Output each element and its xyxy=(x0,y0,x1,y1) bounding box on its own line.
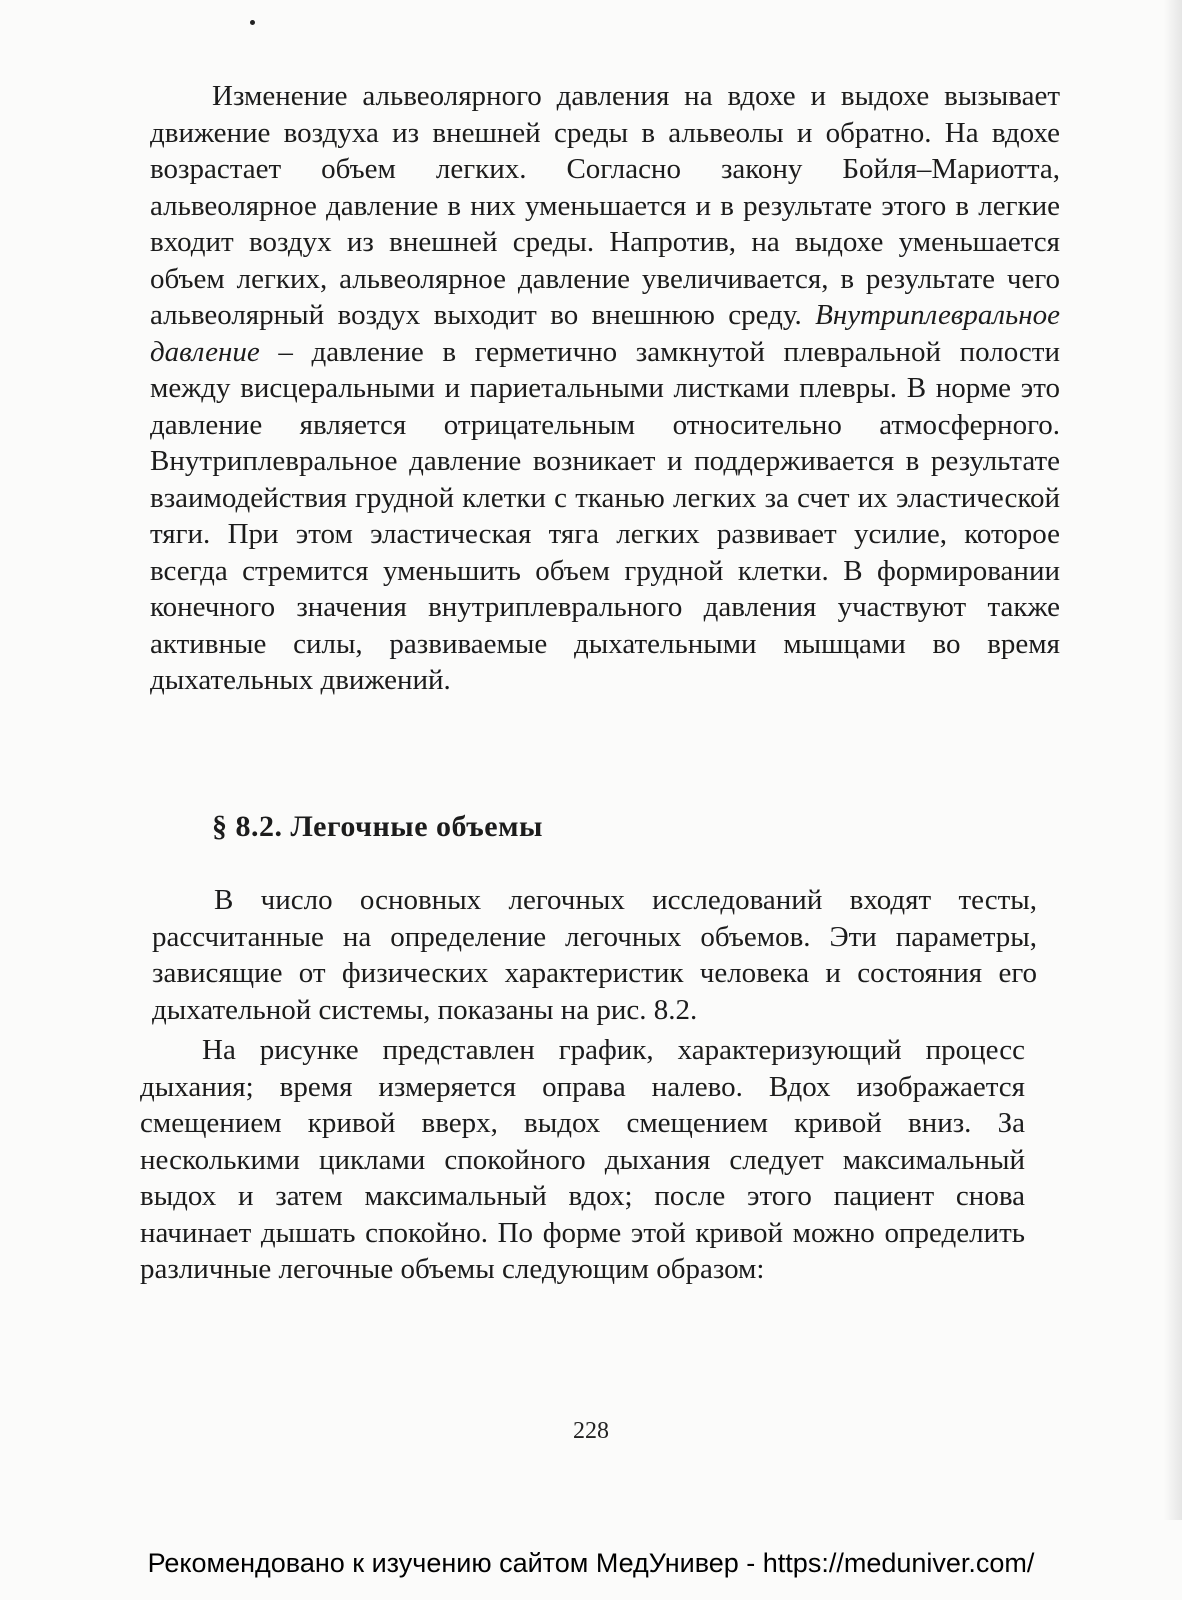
paragraph-pressure xyxy=(150,78,1060,699)
page-edge-shadow xyxy=(1164,0,1182,1520)
paragraph-breathing-graph: На рисунке представлен график, характеризующий процесс дыхания; время измеряется оправа налево. Вдох изображается смещением кривой вверх, выдох смещением кривой вниз. За несколькими циклами спокойного дыхания следует максимальный выдох и затем максимальный вдох; после этого пациент снова начинает дышать спокойно. По форме этой кривой можно определить различные легочные объемы следующим образом: xyxy=(140,1034,1025,1285)
italic-term-intrapleural-pressure: Внутриплевральное давление xyxy=(150,299,1060,368)
section-heading: § 8.2. Легочные объемы xyxy=(212,810,543,843)
footer-watermark-link[interactable]: Рекомендовано к изучению сайтом МедУнивер - https://meduniver.com/ xyxy=(147,1548,1035,1578)
paragraph-pressure-part1: Изменение альвеолярного давления на вдохе и выдохе вызывает движение воздуха из внешней среды в альвеолы и обратно. На вдохе возрастает объем легких. Согласно закону Бойля–Мариотта, альвеолярное давление в них уменьшается и в результате этого в легкие входит воздух из внешней среды. Напротив, на выдохе уменьшается объем легких, альвеолярное давление увеличивается, в результате чего альвеолярный воздух выходит во внешнюю среду. xyxy=(150,80,1060,331)
paragraph-pressure-part2: – давление в герметично замкнутой плевральной полости между висцеральными и париетальными листками плевры. В норме это давление является отрицательным относительно атмосферного. Внутриплевральное давление возникает и поддерживается в результате взаимодействия грудной клетки с тканью легких за счет их эластической тяги. При этом эластическая тяга легких развивает усилие, которое всегда стремится уменьшить объем грудной клетки. В формировании конечного значения внутриплеврального давления участвуют также активные силы, развиваемые дыхательными мышцами во время дыхательных движений. xyxy=(150,335,1060,696)
scan-speck xyxy=(250,20,255,25)
page-number: 228 xyxy=(573,1418,609,1444)
paragraph-lung-tests: В число основных легочных исследований входят тесты, рассчитанные на определение легочных объемов. Эти параметры, зависящие от физических характеристик человека и состояния его дыхательной системы, показаны на рис. 8.2. xyxy=(152,884,1037,1026)
